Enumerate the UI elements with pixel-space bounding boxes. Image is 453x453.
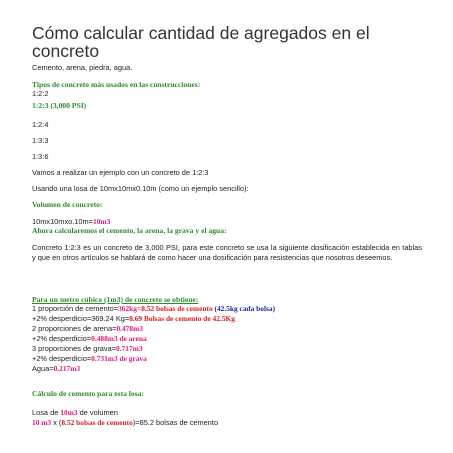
resultado-bolsas-por-m3: 8.52 bolsas de cemento — [61, 418, 133, 427]
heading-tipos: Tipos de concreto más usados en las construcciones: — [32, 80, 201, 89]
ejemplo-text: Vamos a realizar un ejemplo con un concreto de 1:2:3 — [32, 168, 209, 177]
ratio-133: 1:3:3 — [32, 136, 49, 145]
grava-desperdicio-value: 0.731m3 de grava — [91, 354, 147, 363]
volumen-line — [32, 217, 110, 226]
cemento-bolsa-peso: (42.5kg cada bolsa) — [212, 304, 276, 313]
losa-volumen-line — [32, 408, 118, 417]
losa-volumen-label: Losa de — [32, 408, 61, 417]
cemento-kg: 362kg — [118, 304, 137, 313]
losa-volumen-suffix: de volumen — [77, 408, 118, 417]
title-line-2: concreto — [32, 41, 100, 61]
resultado-multiplicador: x ( — [51, 418, 62, 427]
ahora-text: Ahora calcularemos el cemento, la arena, la grava y el agua: — [32, 226, 227, 235]
resultado-line — [32, 418, 218, 427]
arena-desperdicio-value: 0.488m3 de arena — [91, 334, 147, 343]
grava-desperdicio-label: +2% desperdicio= — [32, 354, 92, 363]
agua-line — [32, 364, 80, 373]
grava-desperdicio-line — [32, 354, 147, 363]
cemento-bolsas: =8.52 bolsas de cemento — [136, 304, 213, 313]
ratio-122: 1:2:2 — [32, 89, 49, 98]
arena-value: 0.478m3 — [116, 324, 143, 333]
agua-value: 0.217m3 — [53, 364, 81, 373]
subtitle: Cemento, arena, piedra, agua. — [32, 63, 133, 72]
ratio-124: 1:2:4 — [32, 120, 49, 129]
cemento-label: 1 proporción de cemento= — [32, 304, 119, 313]
title-line-1: Cómo calcular cantidad de agregados en el — [32, 23, 370, 43]
heading-metro-cubico: Para un metro cúbico (1m3) de concreto se obtiene: — [32, 295, 199, 304]
agua-label: Agua= — [32, 364, 54, 373]
cemento-desperdicio-value: 8.69 Bolsas de cemento de 42.5Kg — [129, 314, 235, 323]
losa-text: Usando una losa de 10mx10mx0.10m (como un ejemplo sencillo): — [32, 184, 249, 193]
grava-line — [32, 344, 143, 353]
grava-value: 0.717m3 — [116, 344, 143, 353]
cemento-line — [32, 304, 275, 313]
arena-desperdicio-label: +2% desperdicio= — [32, 334, 92, 343]
arena-desperdicio-line — [32, 334, 147, 343]
heading-volumen: Volumen de concreto: — [32, 200, 103, 209]
description-paragraph: Concreto 1:2:3 es un concreto de 3,000 PSI, para este concreto se usa la siguiente dosificación establecida en tablas y que en otros artículos se hablará de como hacer una dosificación para resistencias que nosotros deseemos. — [32, 243, 422, 262]
heading-calculo: Cálculo de cemento para esta losa: — [32, 389, 144, 398]
arena-line — [32, 324, 143, 333]
volumen-value: 10m3 — [93, 217, 111, 226]
volumen-formula: 10mx10mxo.10m= — [32, 217, 94, 226]
cemento-desperdicio-label: +2% desperdicio=369.24 Kg= — [32, 314, 130, 323]
grava-label: 3 proporciones de grava= — [32, 344, 117, 353]
cemento-desperdicio-line — [32, 314, 235, 323]
resultado-total: )=85.2 bolsas de cemento — [132, 418, 219, 427]
ratio-136: 1:3:6 — [32, 152, 49, 161]
arena-label: 2 proporciones de arena= — [32, 324, 117, 333]
ratio-123: 1:2:3 (3,000 PSI) — [32, 101, 87, 110]
resultado-volumen: 10 m3 — [32, 418, 52, 427]
losa-volumen-value: 10m3 — [60, 408, 78, 417]
